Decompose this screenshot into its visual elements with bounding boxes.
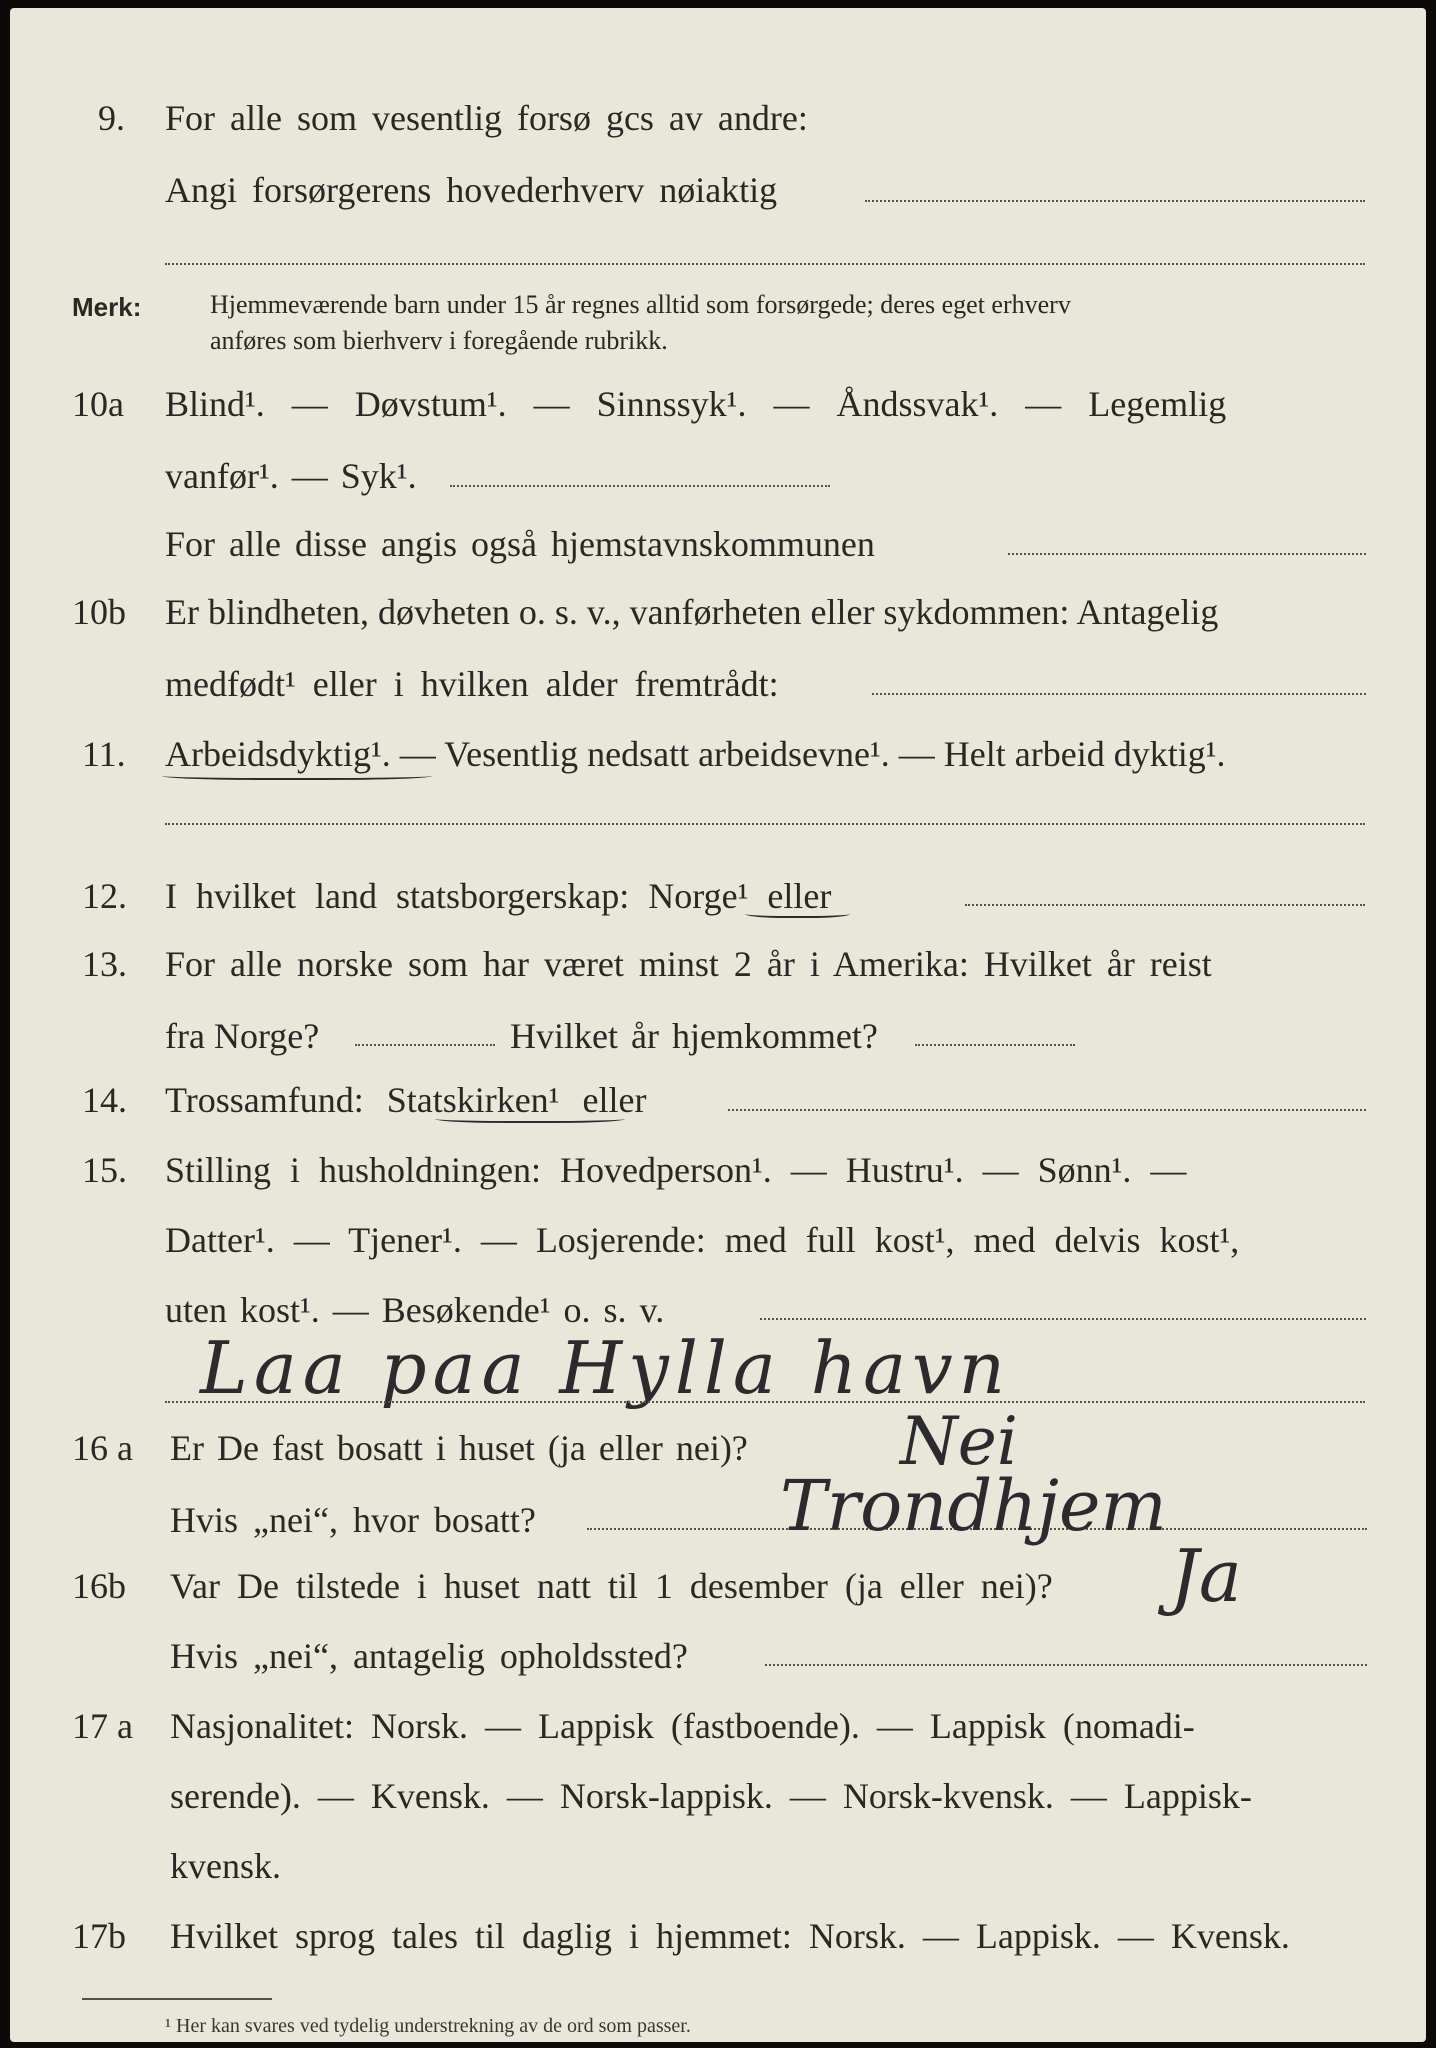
q10a-line3: For alle disse angis også hjemstavnskommunen [165, 524, 875, 564]
q11-number: 11. [82, 734, 126, 774]
q17a-line1: Nasjonalitet: Norsk. — Lappisk (fastboende). — Lappisk (nomadi- [170, 1706, 1195, 1746]
q17b-line1: Hvilket sprog tales til daglig i hjemmet: Norsk. — Lappisk. — Kvensk. [170, 1916, 1290, 1956]
q16a-line1: Er De fast bosatt i huset (ja eller nei)? [170, 1428, 748, 1468]
q16a-handwritten-answer: Nei [900, 1403, 1018, 1480]
q9-line2: Angi forsørgerens hovederhverv nøiaktig [165, 170, 778, 210]
q11-line1: Arbeidsdyktig¹. — Vesentlig nedsatt arbeidsevne¹. — Helt arbeid dyktig¹. [165, 734, 1226, 774]
q15-handwritten-answer: Laa paa Hylla havn [200, 1326, 1012, 1410]
q15-line3: uten kost¹. — Besøkende¹ o. s. v. [165, 1290, 665, 1330]
merk-label: Merk: [72, 292, 142, 322]
q9-answer-line-2[interactable] [165, 263, 1365, 265]
census-form-page [10, 8, 1426, 2042]
q12-line1: I hvilket land statsborgerskap: Norge¹ eller [165, 876, 832, 916]
q14-line1: Trossamfund: Statskirken¹ eller [165, 1080, 647, 1120]
q12-answer-line[interactable] [965, 904, 1365, 906]
q15-answer-line-2[interactable] [165, 1401, 1365, 1403]
q16b-line2: Hvis „nei“, antagelig opholdssted? [170, 1636, 688, 1676]
q13-line1: For alle norske som har været minst 2 år i Amerika: Hvilket år reist [165, 944, 1212, 984]
q16a-handwritten-residence: Trondhjem [780, 1465, 1167, 1547]
q10a-answer-line[interactable] [450, 485, 830, 487]
q9-answer-line[interactable] [865, 200, 1365, 202]
q9-line1: For alle som vesentlig forsø gcs av andre: [165, 98, 808, 138]
q17b-number: 17b [72, 1916, 126, 1956]
merk-line2: anføres som bierhverv i foregående rubrikk. [210, 326, 668, 355]
q16b-number: 16b [72, 1566, 126, 1606]
q17a-number: 17 a [72, 1706, 133, 1746]
q11-answer-line[interactable] [165, 823, 1365, 825]
q10a-line2: vanfør¹. — Syk¹. [165, 456, 417, 496]
q10a-number: 10a [72, 384, 124, 424]
q9-number: 9. [98, 98, 125, 138]
q15-line1: Stilling i husholdningen: Hovedperson¹. — Hustru¹. — Sønn¹. — [165, 1150, 1187, 1190]
merk-line1: Hjemmeværende barn under 15 år regnes alltid som forsørgede; deres eget erhverv [210, 290, 1071, 319]
q10a-line1: Blind¹. — Døvstum¹. — Sinnssyk¹. — Åndssvak¹. — Legemlig [165, 384, 1227, 424]
q16a-line2: Hvis „nei“, hvor bosatt? [170, 1500, 536, 1540]
q17a-line3: kvensk. [170, 1846, 281, 1886]
q12-number: 12. [82, 876, 127, 916]
q17a-line2: serende). — Kvensk. — Norsk-lappisk. — Norsk-kvensk. — Lappisk- [170, 1776, 1252, 1816]
q14-number: 14. [82, 1080, 127, 1120]
q10a-hometown-line[interactable] [1008, 553, 1366, 555]
q10b-line2: medfødt¹ eller i hvilken alder fremtrådt: [165, 664, 779, 704]
q10b-line1: Er blindheten, døvheten o. s. v., vanførheten eller sykdommen: Antagelig [165, 592, 1219, 632]
q16b-line1: Var De tilstede i huset natt til 1 desember (ja eller nei)? [170, 1566, 1053, 1606]
q14-answer-line[interactable] [728, 1109, 1366, 1111]
q11-underline-mark [162, 770, 432, 780]
q10b-number: 10b [72, 592, 126, 632]
q15-number: 15. [82, 1150, 127, 1190]
q16a-number: 16 a [72, 1428, 133, 1468]
q13-line2b: Hvilket år hjemkommet? [510, 1016, 878, 1056]
q13-year-left-line[interactable] [355, 1044, 495, 1046]
q12-underline-mark [745, 908, 850, 918]
q15-answer-line[interactable] [760, 1318, 1366, 1320]
q10b-answer-line[interactable] [872, 693, 1366, 695]
q15-line2: Datter¹. — Tjener¹. — Losjerende: med full kost¹, med delvis kost¹, [165, 1220, 1240, 1260]
q14-underline-mark [435, 1113, 625, 1123]
q13-year-return-line[interactable] [915, 1044, 1075, 1046]
q16b-handwritten-answer: Ja [1170, 1534, 1242, 1618]
q13-number: 13. [82, 944, 127, 984]
footnote: ¹ Her kan svares ved tydelig understrekning av de ord som passer. [165, 2015, 691, 2037]
footnote-rule [82, 1998, 272, 2000]
q13-line2a: fra Norge? [165, 1016, 320, 1056]
q16b-location-line[interactable] [765, 1664, 1367, 1666]
